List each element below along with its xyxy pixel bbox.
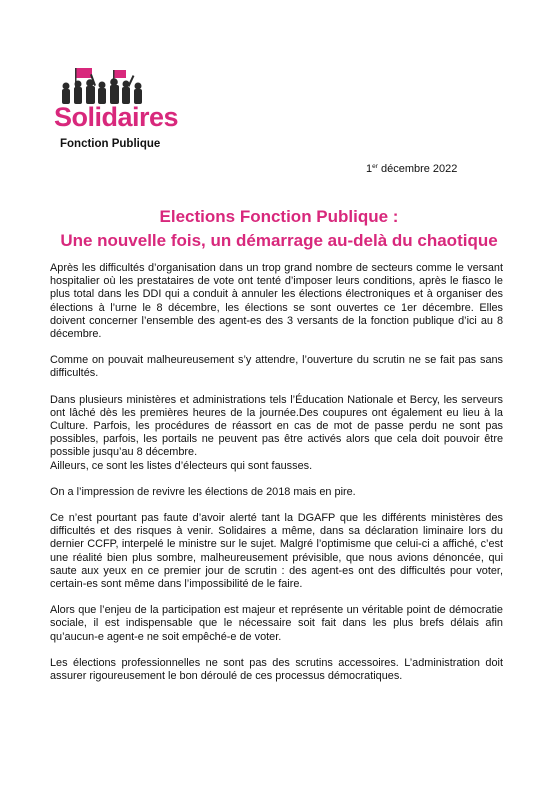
document-date <box>366 163 457 175</box>
title-line-2: Une nouvelle fois, un démarrage au-delà du chaotique <box>60 231 498 250</box>
paragraph: Comme on pouvait malheureusement s’y attendre, l’ouverture du scrutin ne se fait pas sans difficultés. <box>50 354 503 380</box>
paragraph: Les élections professionnelles ne sont pas des scrutins accessoires. L’administration doit assurer rigoureusement le bon déroulé de ces processus démocratiques. <box>50 656 503 683</box>
page-title <box>0 205 558 253</box>
paragraph: Ailleurs, ce sont les listes d’électeurs qui sont fausses. <box>50 459 313 472</box>
paragraph: Alors que l’enjeu de la participation est majeur et représente un véritable point de démocratie sociale, il est indispensable que le nécessaire soit fait dans les plus brefs délais afin qu’aucun-e agent-e ne soit empêché-e de voter. <box>50 604 503 643</box>
title-line-1: Elections Fonction Publique : <box>159 207 399 226</box>
logo-subtitle: Fonction Publique <box>60 138 161 150</box>
date-day: 1 <box>366 163 373 175</box>
logo-name: Solidaires <box>54 102 179 132</box>
paragraph: Dans plusieurs ministères et administrations tels l’Éducation Nationale et Bercy, les serveurs ont lâché dès les premières heures de la journée.Des coupures ont également eu lieu à la Culture. Parfois, les procédures de réassort en cas de mot de passe perdu ne sont pas possibles, parfois, les portails ne peuvent pas être activés alors que cela doit pouvoir être possible jusqu’au 8 décembre. <box>50 393 503 459</box>
document-body <box>50 262 503 696</box>
date-suffix: er <box>372 163 378 170</box>
paragraph: Ce n’est pourtant pas faute d’avoir alerté tant la DGAFP que les différents ministères des difficultés et des risques à venir. Solidaires a même, dans sa déclaration liminaire lors du dernier CCFP, interpelé le ministre sur le sujet. Malgré l’optimisme que celui-ci a affiché, c’est une réalité bien plus sombre, malheureusement prévisible, que nous avions dénoncée, qui saute aux yeux en ce premier jour de scrutin : des agent-es ont des difficultés pour voter, certain-es sont même dans l’impossibilité de le faire. <box>50 512 503 591</box>
date-rest: décembre 2022 <box>377 163 458 175</box>
paragraph: Après les difficultés d’organisation dans un trop grand nombre de secteurs comme le versant hospitalier où les prestataires de vote ont tenté d’imposer leurs conditions, après le fiasco le plus total dans les DDI qui a conduit à annuler les élections électroniques et à organiser des élections à l’urne le 8 décembre, les élections se sont ouvertes ce 1er décembre. Elles doivent concerner l’ensemble des agent-es des 3 versants de la fonction publique d’ici au 8 décembre. <box>50 262 503 341</box>
crowd-icon <box>56 66 156 106</box>
paragraph: On a l’impression de revivre les élections de 2018 mais en pire. <box>50 485 356 498</box>
solidaires-logo <box>48 66 179 156</box>
